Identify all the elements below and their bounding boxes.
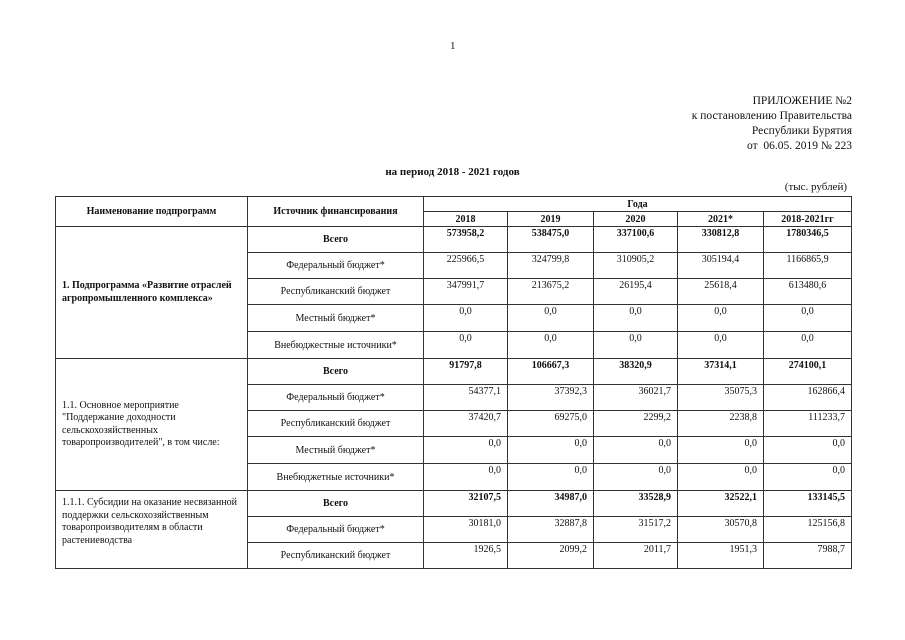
appendix-line: Республики Бурятия [751, 125, 852, 137]
funding-source: Федеральный бюджет* [248, 385, 424, 411]
appendix-line: к постановлению Правительства [691, 110, 852, 122]
value-total-cell: 1166865,9 [764, 253, 852, 279]
value-cell: 2238,8 [678, 411, 764, 437]
header-years: Года [424, 197, 852, 212]
header-year: 2020 [594, 212, 678, 227]
value-cell: 2299,2 [594, 411, 678, 437]
value-cell: 25618,4 [678, 279, 764, 305]
funding-source: Республиканский бюджет [248, 543, 424, 569]
appendix-title: ПРИЛОЖЕНИЕ №2 [752, 95, 852, 107]
period-title: на период 2018 - 2021 годов [385, 166, 520, 178]
value-cell: 32887,8 [508, 517, 594, 543]
funding-source: Федеральный бюджет* [248, 517, 424, 543]
value-cell: 0,0 [678, 332, 764, 359]
value-cell: 310905,2 [594, 253, 678, 279]
value-cell: 106667,3 [508, 359, 594, 385]
subprogram-name: 1.1. Основное мероприятие "Поддержание доходности сельскохозяйственных товаропроизводителей", в том числе: [56, 359, 248, 491]
header-year: 2018 [424, 212, 508, 227]
header-year: 2019 [508, 212, 594, 227]
value-cell: 324799,8 [508, 253, 594, 279]
value-cell: 26195,4 [594, 279, 678, 305]
header-subprogram: Наименование подпрограмм [56, 197, 248, 227]
header-source: Источник финансирования [248, 197, 424, 227]
value-cell: 30181,0 [424, 517, 508, 543]
value-cell: 36021,7 [594, 385, 678, 411]
value-cell: 0,0 [678, 305, 764, 332]
value-total-cell: 133145,5 [764, 491, 852, 517]
value-cell: 54377,1 [424, 385, 508, 411]
appendix-date: от 06.05. 2019 № 223 [747, 140, 852, 152]
value-cell: 0,0 [678, 437, 764, 464]
value-total-cell: 162866,4 [764, 385, 852, 411]
value-total-cell: 0,0 [764, 464, 852, 491]
value-cell: 32522,1 [678, 491, 764, 517]
appendix-block [692, 94, 852, 154]
value-cell: 225966,5 [424, 253, 508, 279]
value-total-cell: 0,0 [764, 332, 852, 359]
funding-source: Всего [248, 227, 424, 253]
value-cell: 538475,0 [508, 227, 594, 253]
value-total-cell: 613480,6 [764, 279, 852, 305]
table-row [56, 359, 852, 385]
header-year: 2021* [678, 212, 764, 227]
value-cell: 2011,7 [594, 543, 678, 569]
value-cell: 91797,8 [424, 359, 508, 385]
funding-source: Местный бюджет* [248, 305, 424, 332]
value-cell: 347991,7 [424, 279, 508, 305]
value-cell: 305194,4 [678, 253, 764, 279]
value-cell: 0,0 [508, 332, 594, 359]
funding-source: Внебюджестные источники* [248, 332, 424, 359]
value-cell: 0,0 [594, 332, 678, 359]
value-cell: 0,0 [594, 437, 678, 464]
value-cell: 0,0 [508, 464, 594, 491]
value-cell: 35075,3 [678, 385, 764, 411]
value-cell: 32107,5 [424, 491, 508, 517]
value-cell: 37420,7 [424, 411, 508, 437]
value-cell: 30570,8 [678, 517, 764, 543]
value-total-cell: 0,0 [764, 437, 852, 464]
funding-source: Местный бюджет* [248, 437, 424, 464]
value-cell: 0,0 [424, 437, 508, 464]
table-body [56, 227, 852, 569]
value-cell: 0,0 [424, 305, 508, 332]
value-cell: 213675,2 [508, 279, 594, 305]
table-row [56, 491, 852, 517]
value-cell: 31517,2 [594, 517, 678, 543]
funding-source: Всего [248, 359, 424, 385]
header-year-total: 2018-2021гг [764, 212, 852, 227]
value-total-cell: 274100,1 [764, 359, 852, 385]
value-cell: 573958,2 [424, 227, 508, 253]
value-cell: 0,0 [424, 332, 508, 359]
value-cell: 0,0 [594, 305, 678, 332]
subprogram-name: 1.1.1. Субсидии на оказание несвязанной поддержки сельскохозяйственным товаропроизводителям в области растениеводства [56, 491, 248, 569]
value-cell: 37392,3 [508, 385, 594, 411]
value-cell: 1951,3 [678, 543, 764, 569]
value-cell: 337100,6 [594, 227, 678, 253]
funding-source: Республиканский бюджет [248, 411, 424, 437]
value-cell: 34987,0 [508, 491, 594, 517]
value-cell: 0,0 [594, 464, 678, 491]
value-cell: 0,0 [508, 437, 594, 464]
value-cell: 330812,8 [678, 227, 764, 253]
value-cell: 1926,5 [424, 543, 508, 569]
value-cell: 0,0 [678, 464, 764, 491]
value-cell: 37314,1 [678, 359, 764, 385]
value-cell: 69275,0 [508, 411, 594, 437]
value-total-cell: 125156,8 [764, 517, 852, 543]
table-row [56, 227, 852, 253]
value-total-cell: 111233,7 [764, 411, 852, 437]
value-cell: 33528,9 [594, 491, 678, 517]
budget-table [55, 196, 852, 569]
value-total-cell: 0,0 [764, 305, 852, 332]
value-cell: 0,0 [508, 305, 594, 332]
units-label: (тыс. рублей) [784, 181, 847, 193]
funding-source: Федеральный бюджет* [248, 253, 424, 279]
funding-source: Республиканский бюджет [248, 279, 424, 305]
page-number: 1 [450, 40, 456, 52]
funding-source: Внебюджетные источники* [248, 464, 424, 491]
value-total-cell: 1780346,5 [764, 227, 852, 253]
value-total-cell: 7988,7 [764, 543, 852, 569]
subprogram-name: 1. Подпрограмма «Развитие отраслей агропромышленного комплекса» [56, 227, 248, 359]
funding-source: Всего [248, 491, 424, 517]
value-cell: 2099,2 [508, 543, 594, 569]
value-cell: 0,0 [424, 464, 508, 491]
value-cell: 38320,9 [594, 359, 678, 385]
